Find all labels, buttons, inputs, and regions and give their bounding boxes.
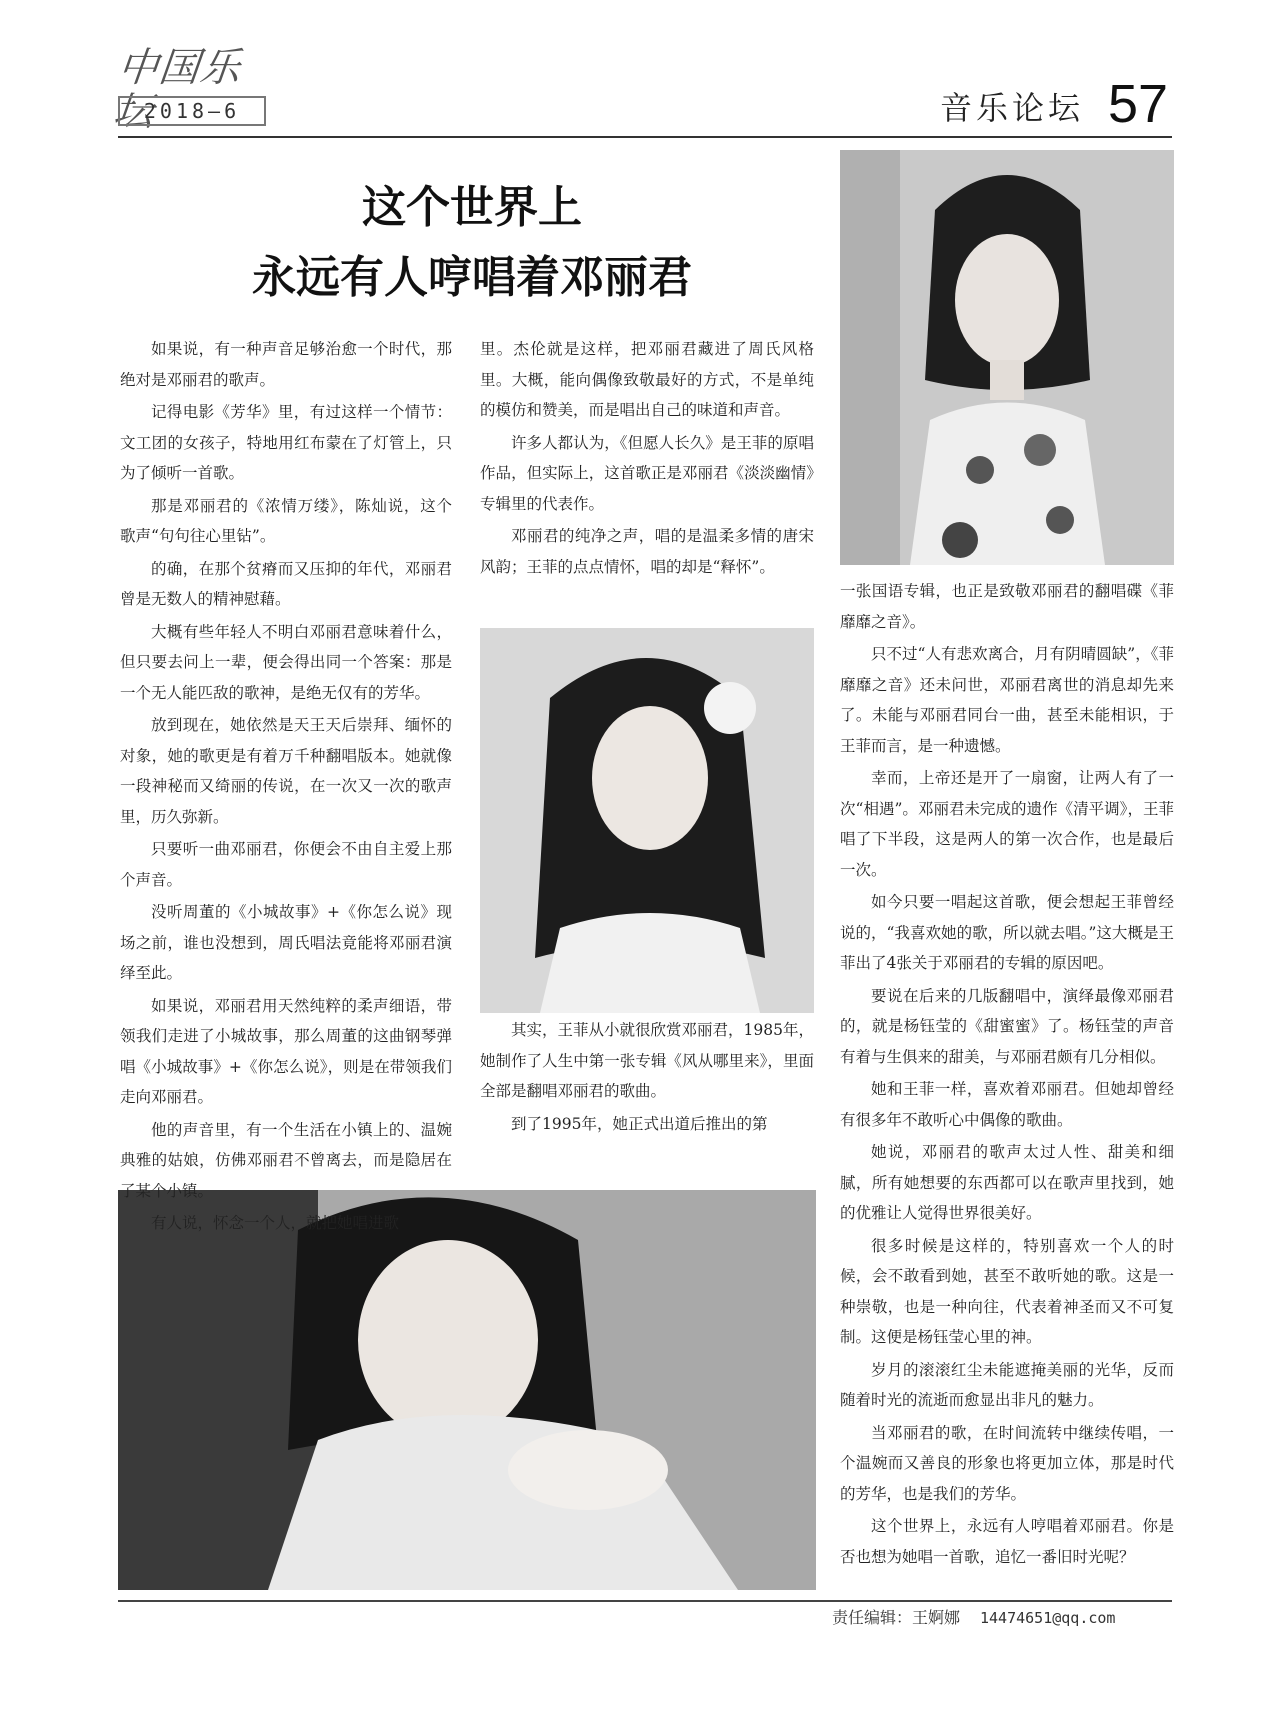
- paragraph: 要说在后来的几版翻唱中，演绎最像邓丽君的，就是杨钰莹的《甜蜜蜜》了。杨钰莹的声音有着与生俱来的甜美，与邓丽君颇有几分相似。: [840, 986, 1174, 1066]
- paragraph: 当邓丽君的歌，在时间流转中继续传唱，一个温婉而又善良的形象也将更加立体，那是时代的芳华，也是我们的芳华。: [840, 1423, 1174, 1503]
- paragraph: 岁月的滚滚红尘未能遮掩美丽的光华，反而随着时光的流逝而愈显出非凡的魅力。: [840, 1360, 1174, 1409]
- article-column-1: [120, 334, 452, 1241]
- portrait-photo-qipao: [840, 150, 1174, 565]
- paragraph: 里。杰伦就是这样，把邓丽君藏进了周氏风格里。大概，能向偶像致敬最好的方式，不是单纯的模仿和赞美，而是唱出自己的味道和声音。: [480, 340, 814, 419]
- paragraph: 放到现在，她依然是天王天后崇拜、缅怀的对象，她的歌更是有着万千种翻唱版本。她就像一段神秘而又绮丽的传说，在一次又一次的歌声里，历久弥新。: [120, 716, 452, 826]
- paragraph: 她说，邓丽君的歌声太过人性、甜美和细腻，所有她想要的东西都可以在歌声里找到，她的优雅让人觉得世界很美好。: [840, 1143, 1174, 1222]
- paragraph: 只不过“人有悲欢离合，月有阴晴圆缺”，《菲靡靡之音》还未问世，邓丽君离世的消息却先来了。未能与邓丽君同台一曲，甚至未能相识，于王菲而言，是一种遗憾。: [840, 645, 1174, 755]
- paragraph: 其实，王菲从小就很欣赏邓丽君，1985年，她制作了人生中第一张专辑《风从哪里来》，里面全部是翻唱邓丽君的歌曲。: [480, 1021, 814, 1100]
- editor-email: 14474651@qq.com: [980, 1609, 1116, 1627]
- issue-number: 2018—6: [118, 96, 266, 126]
- paragraph: 如果说，有一种声音足够治愈一个时代，那绝对是邓丽君的歌声。: [120, 340, 452, 389]
- masthead-logo: 中国乐坛: [110, 45, 244, 135]
- paragraph: 幸而，上帝还是开了一扇窗，让两人有了一次“相遇”。邓丽君未完成的遗作《清平调》，王菲唱了下半段，这是两人的第一次合作，也是最后一次。: [840, 769, 1174, 879]
- paragraph: 大概有些年轻人不明白邓丽君意味着什么，但只要去问上一辈，便会得出同一个答案：那是一个无人能匹敌的歌神，是绝无仅有的芳华。: [120, 622, 452, 702]
- paragraph: 的确，在那个贫瘠而又压抑的年代，邓丽君曾是无数人的精神慰藉。: [120, 559, 452, 608]
- paragraph: 很多时候是这样的，特别喜欢一个人的时候，会不敢看到她，甚至不敢听她的歌。这是一种崇敬，也是一种向往，代表着神圣而又不可复制。这便是杨钰莹心里的神。: [840, 1236, 1174, 1346]
- portrait-photo-resting-image: [118, 1190, 816, 1590]
- header-rule: [118, 136, 1172, 138]
- article-column-2-bottom: [480, 1015, 814, 1141]
- paragraph: 只要听一曲邓丽君，你便会不由自主爱上那个声音。: [120, 840, 452, 889]
- section-title: 音乐论坛: [940, 89, 1085, 127]
- article-title-line-1: 这个世界上: [362, 182, 582, 233]
- paragraph: 许多人都认为，《但愿人长久》是王菲的原唱作品，但实际上，这首歌正是邓丽君《淡淡幽情》专辑里的代表作。: [480, 433, 814, 513]
- paragraph: 他的声音里，有一个生活在小镇上的、温婉典雅的姑娘，仿佛邓丽君不曾离去，而是隐居在了某个小镇。: [120, 1120, 452, 1200]
- portrait-photo-smiling-image: [480, 628, 814, 1013]
- paragraph: 到了1995年，她正式出道后推出的第: [511, 1114, 768, 1133]
- paragraph: 记得电影《芳华》里，有过这样一个情节：文工团的女孩子，特地用红布蒙在了灯管上，只为了倾听一首歌。: [120, 403, 452, 482]
- paragraph: 邓丽君的纯净之声，唱的是温柔多情的唐宋风韵；王菲的点点情怀，唱的却是“释怀”。: [480, 527, 814, 576]
- portrait-photo-resting: [118, 1190, 816, 1590]
- paragraph: 她和王菲一样，喜欢着邓丽君。但她却曾经有很多年不敢听心中偶像的歌曲。: [840, 1080, 1174, 1129]
- footer-rule: [118, 1600, 1172, 1602]
- article-title-line-2: 永远有人哼唱着邓丽君: [252, 252, 692, 303]
- article-column-2-top: [480, 334, 814, 584]
- paragraph: 如今只要一唱起这首歌，便会想起王菲曾经说的，“我喜欢她的歌，所以就去唱。”这大概是王菲出了4张关于邓丽君的专辑的原因吧。: [840, 893, 1174, 972]
- paragraph: 没听周董的《小城故事》+《你怎么说》现场之前，谁也没想到，周氏唱法竟能将邓丽君演绎至此。: [120, 903, 452, 982]
- paragraph: 有人说，怀念一个人，就把她唱进歌: [151, 1214, 400, 1232]
- portrait-photo-smiling: [480, 628, 814, 1013]
- paragraph: 这个世界上，永远有人哼唱着邓丽君。你是否也想为她唱一首歌，追忆一番旧时光呢？: [840, 1517, 1174, 1566]
- paragraph: 一张国语专辑，也正是致敬邓丽君的翻唱碟《菲靡靡之音》。: [840, 582, 1174, 631]
- paragraph: 那是邓丽君的《浓情万缕》，陈灿说，这个歌声“句句往心里钻”。: [120, 496, 452, 545]
- portrait-photo-qipao-image: [840, 150, 1174, 565]
- article-column-3: [840, 576, 1174, 1574]
- page-number: 57: [1108, 74, 1169, 134]
- responsible-editor: 责任编辑：王婀娜: [832, 1608, 961, 1627]
- paragraph: 如果说，邓丽君用天然纯粹的柔声细语，带领我们走进了小城故事，那么周董的这曲钢琴弹唱《小城故事》+《你怎么说》，则是在带领我们走向邓丽君。: [120, 996, 452, 1106]
